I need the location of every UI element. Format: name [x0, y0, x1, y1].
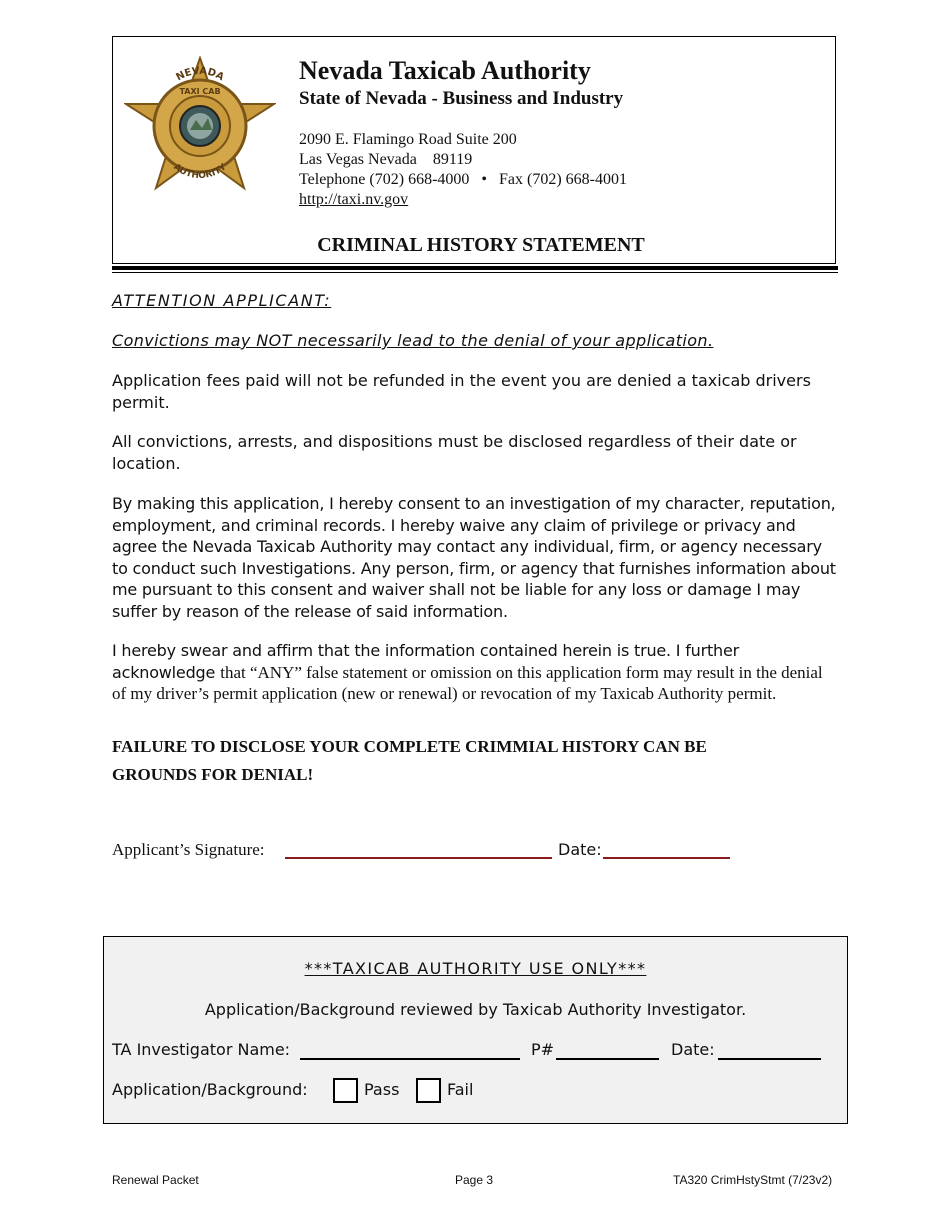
p-number-label: P#	[531, 1040, 555, 1059]
signature-label: Applicant’s Signature:	[112, 840, 265, 859]
fail-label: Fail	[447, 1080, 474, 1099]
signature-date-label: Date:	[558, 840, 602, 859]
official-date-field[interactable]	[718, 1058, 821, 1060]
website-link[interactable]: http://taxi.nv.gov	[299, 191, 409, 208]
address-line-1: 2090 E. Flamingo Road Suite 200	[299, 131, 517, 148]
city-state: Las Vegas Nevada	[299, 151, 417, 168]
fees-paragraph: Application fees paid will not be refunded in the event you are denied a taxicab drivers permit.	[112, 371, 811, 412]
convictions-notice: Convictions may NOT necessarily lead to the denial of your application.	[112, 331, 714, 350]
swear-rest: that “ANY” false statement or omission on this application form may result in the denial of my driver’s permit application (new or renewal) or revocation of my Taxicab Authority permit.	[112, 662, 823, 703]
zip-code: 89119	[432, 151, 473, 168]
investigator-name-field[interactable]	[300, 1058, 520, 1060]
header-rule	[112, 266, 838, 270]
contact-line	[299, 171, 627, 189]
failure-warning: FAILURE TO DISCLOSE YOUR COMPLETE CRIMMIAL HISTORY CAN BE GROUNDS FOR DENIAL!	[112, 737, 707, 784]
pass-checkbox[interactable]	[333, 1078, 358, 1103]
footer-left: Renewal Packet	[112, 1173, 199, 1187]
address-line-2	[299, 151, 472, 169]
attention-heading: ATTENTION APPLICANT:	[112, 291, 332, 310]
p-number-field[interactable]	[556, 1058, 659, 1060]
investigator-name-label: TA Investigator Name:	[112, 1040, 291, 1059]
consent-paragraph: By making this application, I hereby consent to an investigation of my character, reputation, employment, and criminal records. I hereby waive any claim of privilege or privacy and agree the Nevada Taxicab Authority may contact any individual, firm, or agency necessary to conduct such Investigations. Any person, firm, or agency that furnishes information about me pursuant to this consent and waiver shall not be liable for any loss or damage I may suffer by reason of the release of said information.	[112, 494, 836, 621]
disclose-paragraph: All convictions, arrests, and dispositions must be disclosed regardless of their date or location.	[112, 432, 797, 473]
document-title: CRIMINAL HISTORY STATEMENT	[317, 234, 645, 256]
badge-top-text: NEVADA	[174, 65, 226, 84]
signature-field[interactable]	[285, 857, 552, 859]
header-rule-thin	[112, 272, 838, 273]
org-name: Nevada Taxicab Authority	[299, 56, 591, 85]
signature-date-field[interactable]	[603, 857, 730, 859]
bullet-separator: •	[481, 171, 487, 188]
taxicab-authority-badge-icon	[124, 56, 276, 192]
badge-middle-text: TAXI CAB	[179, 87, 221, 96]
reviewed-statement: Application/Background reviewed by Taxicab Authority Investigator.	[204, 1000, 747, 1019]
fax: Fax (702) 668-4001	[499, 171, 627, 188]
footer-form-id: TA320 CrimHstyStmt (7/23v2)	[673, 1173, 833, 1187]
swear-paragraph	[112, 640, 838, 705]
footer-page-number: Page 3	[455, 1173, 494, 1187]
org-subtitle: State of Nevada - Business and Industry	[299, 88, 624, 109]
fail-checkbox[interactable]	[416, 1078, 441, 1103]
telephone: Telephone (702) 668-4000	[299, 171, 470, 188]
pass-label: Pass	[364, 1080, 400, 1099]
official-use-heading: ***TAXICAB AUTHORITY USE ONLY***	[304, 959, 647, 978]
application-background-label: Application/Background:	[112, 1080, 308, 1099]
badge-bottom-text: AUTHORITY	[171, 162, 229, 182]
official-date-label: Date:	[671, 1040, 715, 1059]
swear-lead: I hereby swear and affirm that the information contained herein is true. I further acknowledge	[112, 641, 739, 682]
